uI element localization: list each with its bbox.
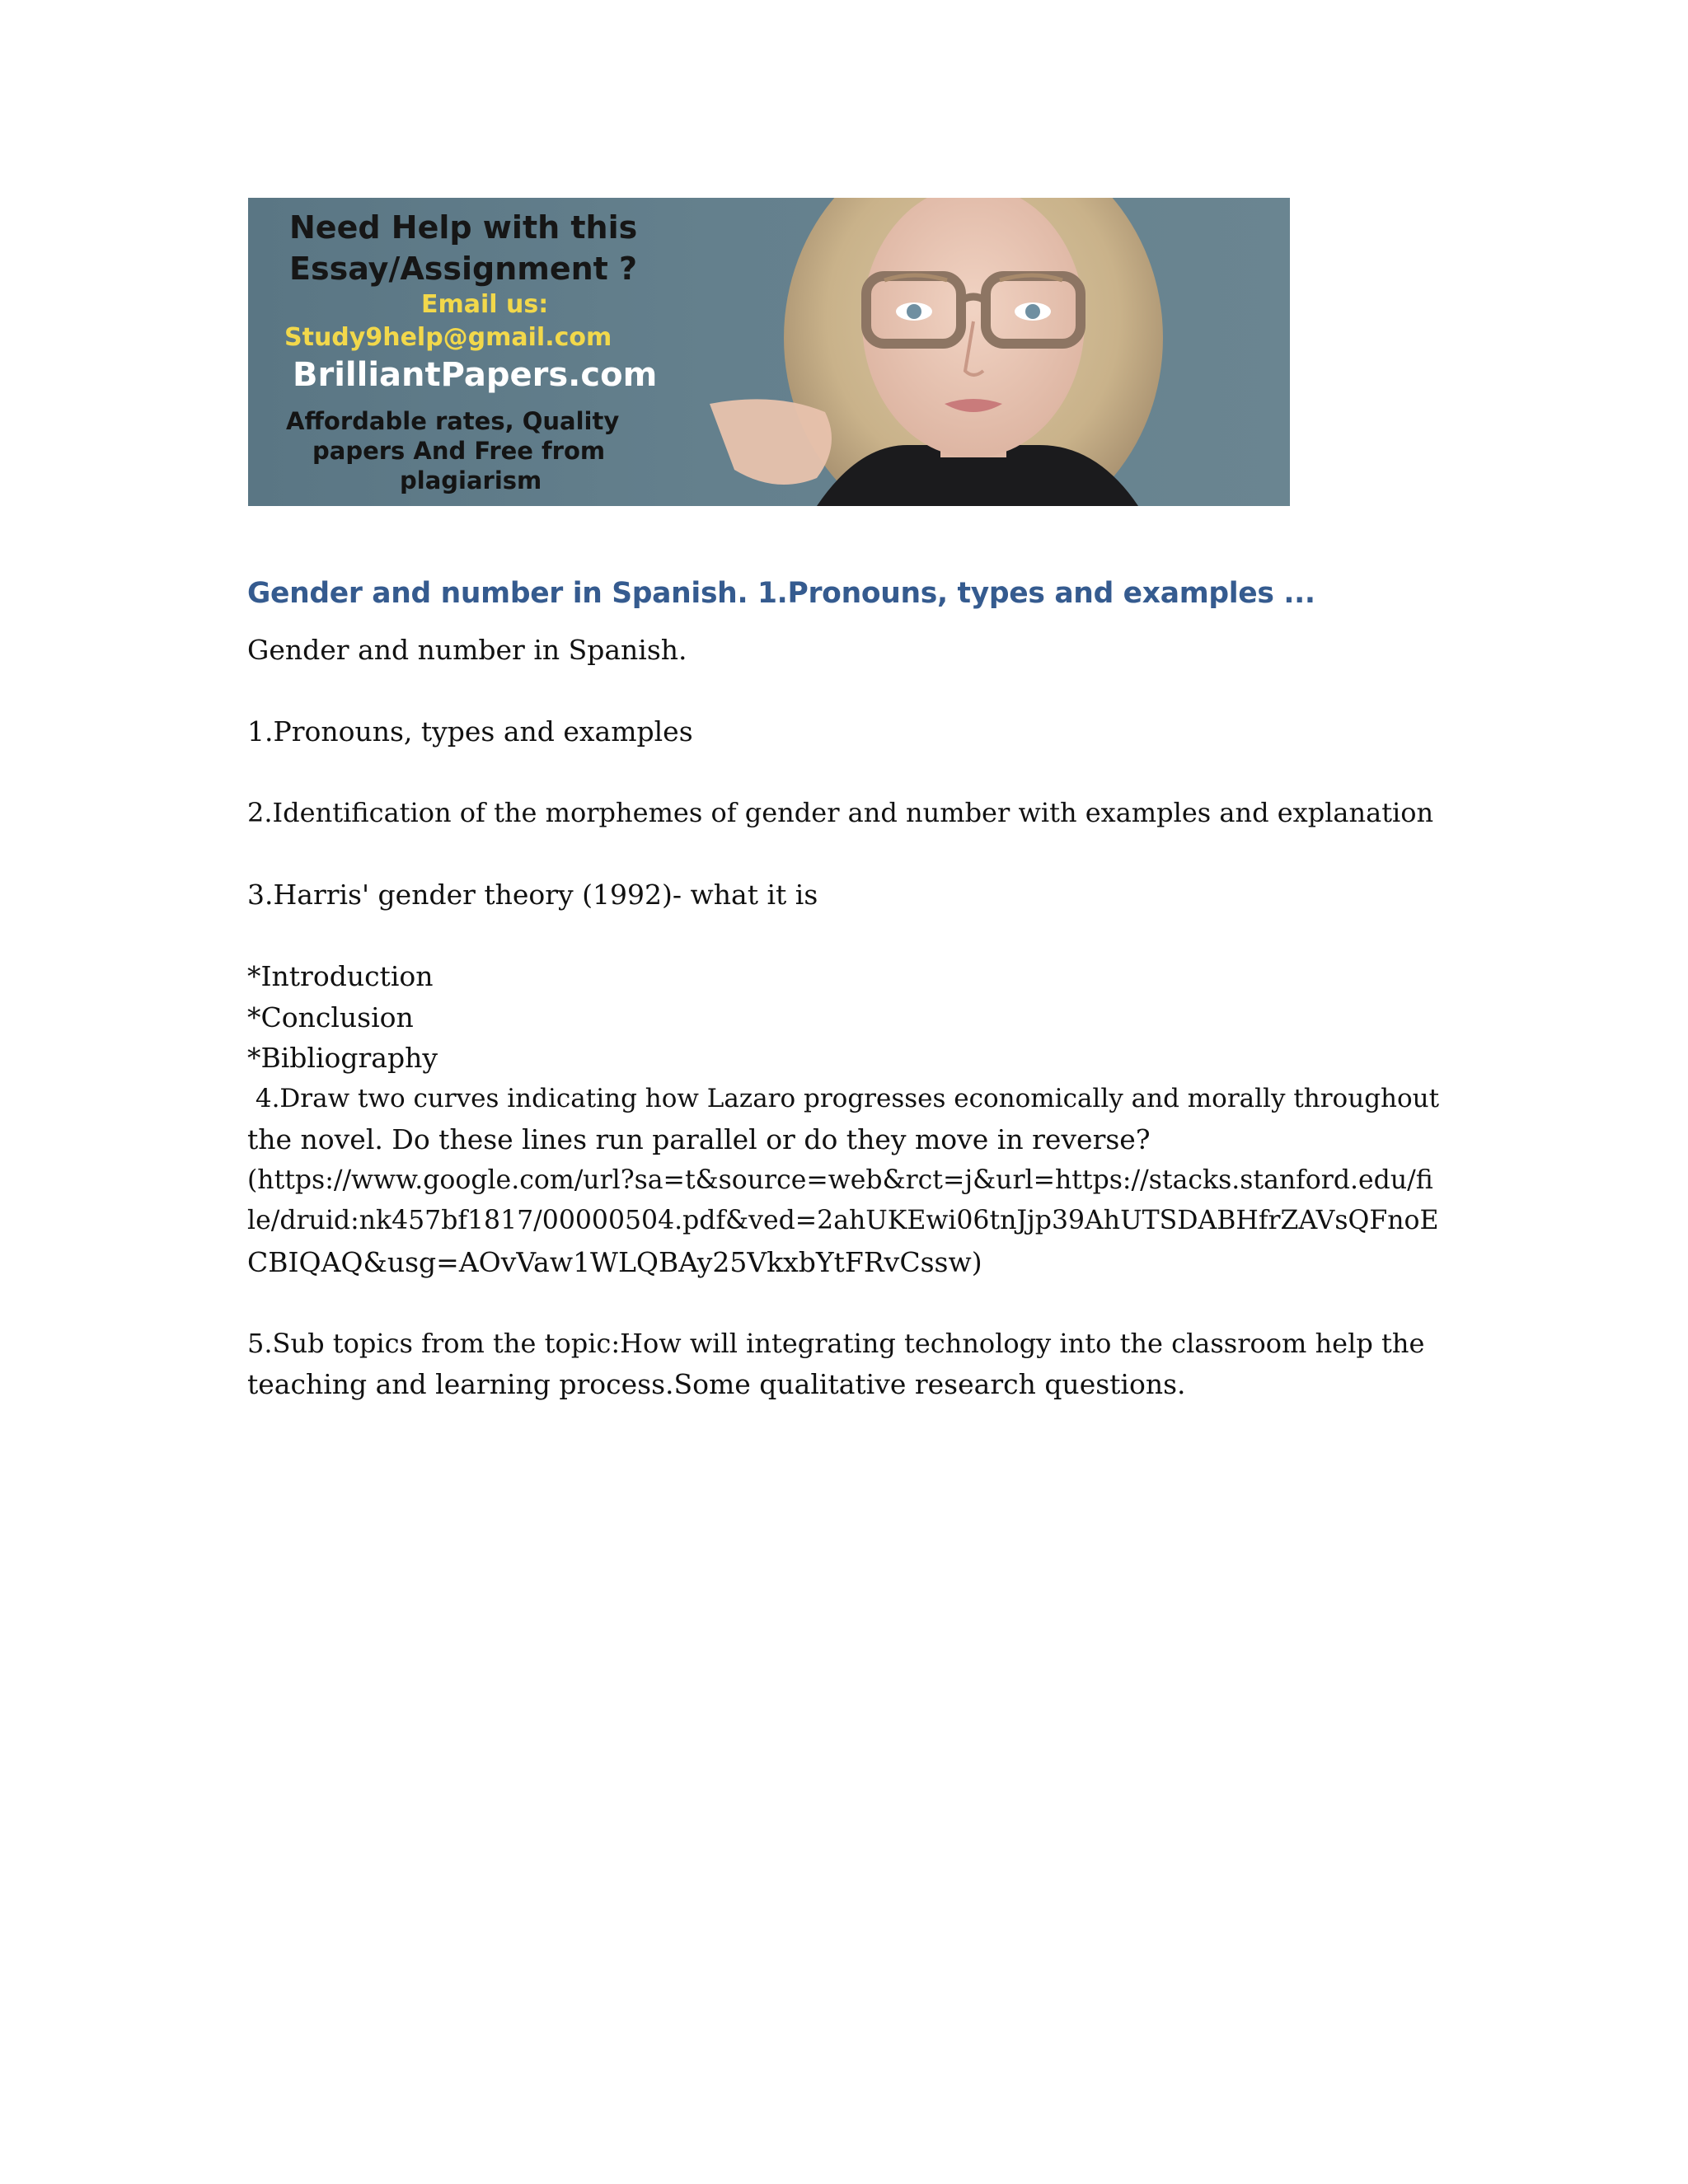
ad-banner[interactable] xyxy=(248,198,1290,506)
item-4-link-line3[interactable]: CBIQAQ&usg=AOvVaw1WLQBAy25VkxbYtFRvCssw) xyxy=(247,1245,982,1278)
sub-introduction: *Introduction xyxy=(247,960,434,992)
banner-text xyxy=(248,198,1290,506)
banner-email-address: Study9help@gmail.com xyxy=(284,323,612,352)
item-5-line2: teaching and learning process.Some qualitative research questions. xyxy=(247,1368,1186,1400)
item-4-line2: the novel. Do these lines run parallel or do they move in reverse? xyxy=(247,1123,1151,1155)
paragraph-gap xyxy=(247,916,1442,957)
paragraph-gap xyxy=(247,671,1442,712)
sub-bibliography: *Bibliography xyxy=(247,1042,438,1074)
article-title: Gender and number in Spanish. 1.Pronouns, types and examples ... xyxy=(247,577,1315,610)
banner-email-label: Email us: xyxy=(421,290,549,319)
banner-tagline-line3: plagiarism xyxy=(400,466,542,494)
banner-headline-line2: Essay/Assignment ? xyxy=(289,251,638,287)
banner-site-name: BrilliantPapers.com xyxy=(293,356,658,394)
item-4-link-line2[interactable]: le/druid:nk457bf1817/00000504.pdf&ved=2ahUKEwi06tnJjp39AhUTSDABHfrZAVsQFnoE xyxy=(247,1206,1439,1235)
banner-headline-line1: Need Help with this xyxy=(289,209,638,246)
banner-tagline-line2: papers And Free from xyxy=(312,437,606,465)
item-2: 2.Identification of the morphemes of gender and number with examples and explanation xyxy=(247,797,1434,828)
paragraph-gap xyxy=(247,752,1442,794)
item-4-line1: 4.Draw two curves indicating how Lazaro progresses economically and morally throughout xyxy=(247,1083,1440,1113)
item-5-line1: 5.Sub topics from the topic:How will integrating technology into the classroom help the xyxy=(247,1327,1425,1359)
banner-tagline-line1: Affordable rates, Quality xyxy=(286,407,620,435)
paragraph-gap xyxy=(247,834,1442,875)
intro-line: Gender and number in Spanish. xyxy=(247,634,687,666)
item-4-link-line1[interactable]: (https://www.google.com/url?sa=t&source=web&rct=j&url=https://stacks.stanford.edu/fi xyxy=(247,1165,1433,1195)
item-3: 3.Harris' gender theory (1992)- what it is xyxy=(247,879,818,911)
paragraph-gap xyxy=(247,1282,1442,1324)
article-body xyxy=(247,630,1442,1405)
item-1: 1.Pronouns, types and examples xyxy=(247,715,693,748)
sub-conclusion: *Conclusion xyxy=(247,1001,414,1033)
